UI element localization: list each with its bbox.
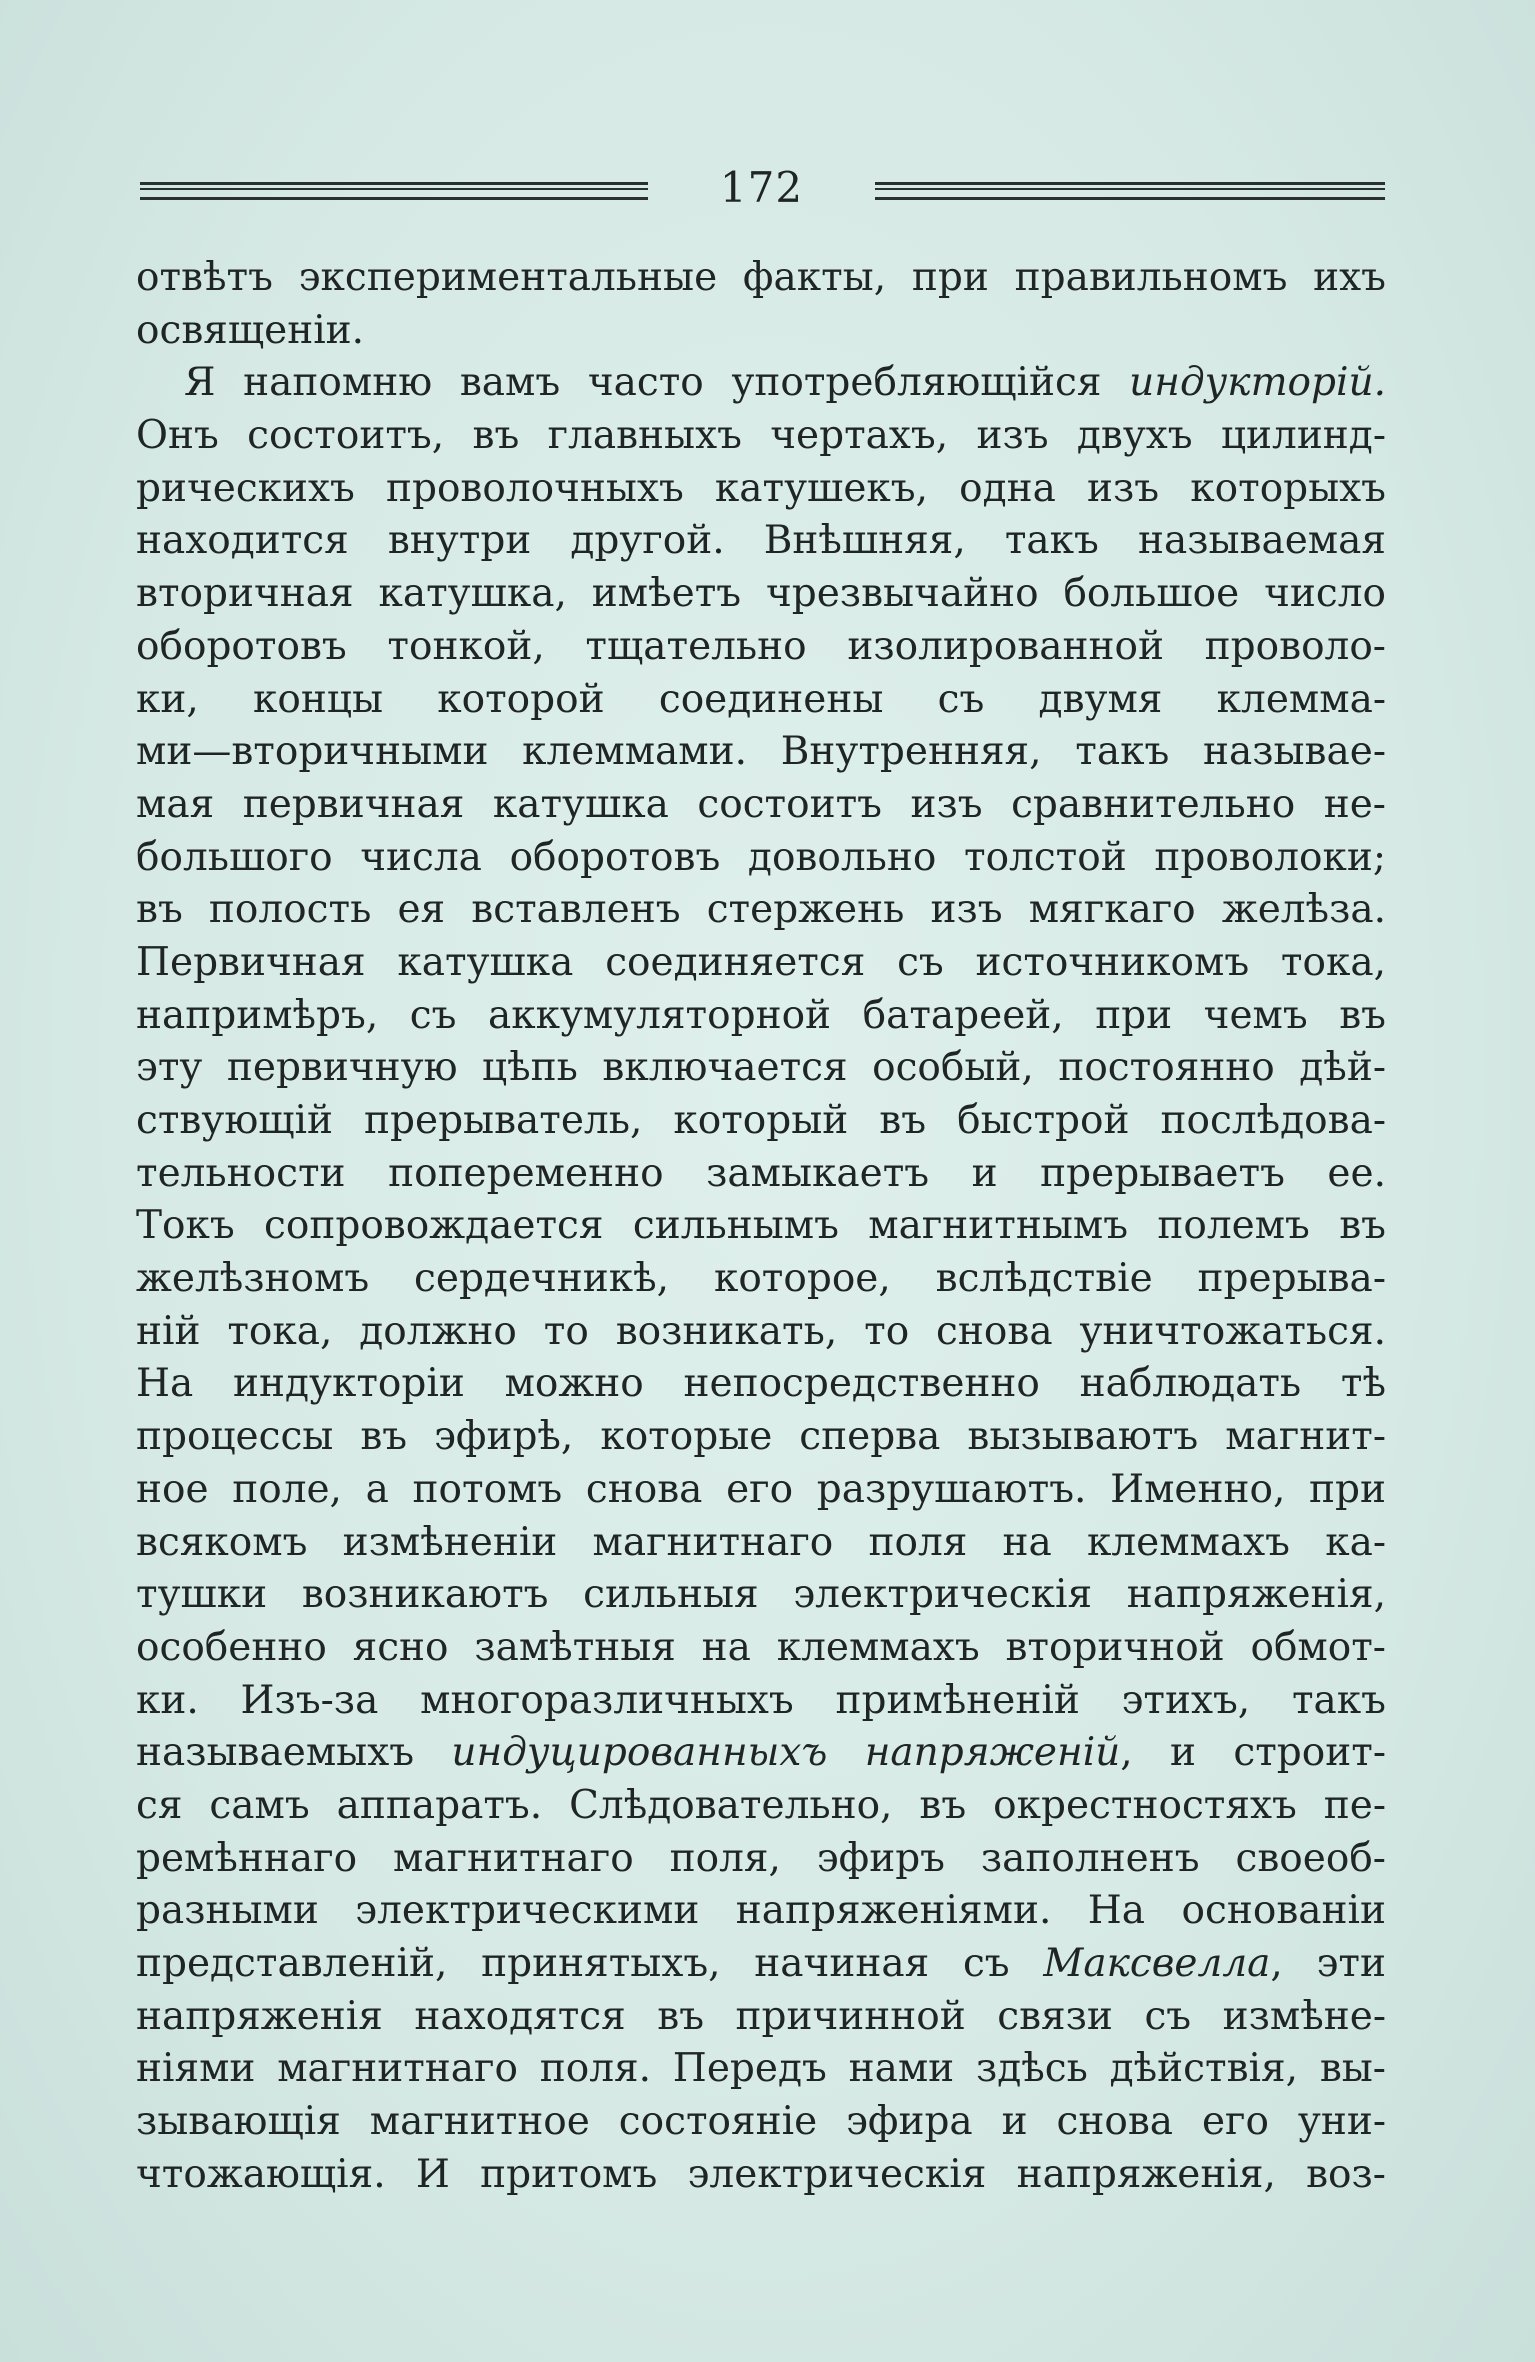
line-text: напримѣръ, съ аккумуляторной батареей, при чемъ въ xyxy=(136,992,1386,1038)
line-text: Токъ сопровождается сильнымъ магнитнымъ полемъ въ xyxy=(136,1203,1386,1249)
text-line xyxy=(136,937,1386,990)
text-line xyxy=(136,674,1386,727)
text-line xyxy=(136,1306,1386,1359)
line-text: тельности попеременно замыкаетъ и прерываетъ ее. xyxy=(136,1150,1386,1196)
text-line xyxy=(136,252,1386,305)
line-text: чтожающія. И притомъ электрическія напряженія, воз- xyxy=(136,2151,1386,2197)
text-line xyxy=(136,515,1386,568)
line-text: представленій, принятыхъ, начиная съ xyxy=(136,1941,1044,1986)
line-text: На индукторіи можно непосредственно наблюдать тѣ xyxy=(136,1361,1386,1407)
header-rule-left xyxy=(140,182,648,200)
line-text: отвѣтъ экспериментальные факты, при правильномъ ихъ xyxy=(136,255,1386,300)
line-text: зывающія магнитное состояніе эфира и снова его уни- xyxy=(136,2099,1386,2145)
page-number: 172 xyxy=(719,163,804,212)
text-line xyxy=(136,884,1386,937)
text-line xyxy=(136,1991,1386,2044)
line-text: процессы въ эфирѣ, которые сперва вызываютъ магнит- xyxy=(136,1414,1386,1460)
text-line xyxy=(136,305,1386,358)
line-text: напряженія находятся въ причинной связи съ измѣне- xyxy=(136,1993,1386,2039)
header-rule-right xyxy=(875,182,1385,200)
text-line xyxy=(136,1938,1386,1991)
text-line xyxy=(136,357,1386,410)
text-line xyxy=(136,1095,1386,1148)
text-line xyxy=(136,1780,1386,1833)
line-text: эту первичную цѣпь включается особый, постоянно дѣй- xyxy=(136,1045,1386,1091)
text-line xyxy=(136,621,1386,674)
line-text: , и строит- xyxy=(1120,1730,1386,1776)
text-line xyxy=(136,1622,1386,1675)
text-line xyxy=(136,1148,1386,1201)
line-text: рическихъ проволочныхъ катушекъ, одна изъ которыхъ xyxy=(136,465,1386,511)
text-line xyxy=(136,1200,1386,1253)
text-line xyxy=(136,1042,1386,1095)
line-text: ное поле, а потомъ снова его разрушаютъ. Именно, при xyxy=(136,1466,1386,1512)
line-text: , эти xyxy=(1270,1941,1386,1986)
line-text: въ полость ея вставленъ стержень изъ мягкаго желѣза. xyxy=(136,887,1386,933)
text-line xyxy=(136,1675,1386,1728)
page-header xyxy=(140,158,1385,218)
line-text: Я напомню вамъ часто употребляющійся xyxy=(184,360,1130,406)
line-text: называемыхъ xyxy=(136,1730,452,1776)
line-text: ствующій прерыватель, который въ быстрой послѣдова- xyxy=(136,1098,1386,1143)
line-text: ся самъ аппаратъ. Слѣдовательно, въ окрестностяхъ пе- xyxy=(136,1782,1386,1828)
line-text: ки, концы которой соединены съ двумя клемма- xyxy=(136,676,1386,722)
italic-term: индукторій. xyxy=(1129,360,1386,406)
line-text: мая первичная катушка состоитъ изъ сравнительно не- xyxy=(136,781,1386,827)
line-text: ки. Изъ-за многоразличныхъ примѣненій этихъ, такъ xyxy=(136,1677,1386,1723)
text-line xyxy=(136,1517,1386,1570)
line-text: ній тока, должно то возникать, то снова уничтожаться. xyxy=(136,1308,1386,1354)
line-text: находится внутри другой. Внѣшняя, такъ называемая xyxy=(136,518,1386,564)
text-line xyxy=(136,1833,1386,1886)
text-line xyxy=(136,2096,1386,2149)
line-text: оборотовъ тонкой, тщательно изолированной проволо- xyxy=(136,623,1386,669)
text-line xyxy=(136,1253,1386,1306)
body-text xyxy=(136,252,1386,2201)
text-line xyxy=(136,2149,1386,2202)
text-line xyxy=(136,1464,1386,1517)
line-text: большого числа оборотовъ довольно толстой проволоки; xyxy=(136,834,1386,880)
line-text: ніями магнитнаго поля. Передъ нами здѣсь дѣйствія, вы- xyxy=(136,2046,1386,2092)
text-line xyxy=(136,410,1386,463)
text-line xyxy=(136,1727,1386,1780)
text-line xyxy=(136,1411,1386,1464)
line-text: всякомъ измѣненіи магнитнаго поля на клеммахъ ка- xyxy=(136,1519,1386,1565)
text-line xyxy=(136,832,1386,885)
text-line xyxy=(136,990,1386,1043)
line-text: тушки возникаютъ сильныя электрическія напряженія, xyxy=(136,1572,1386,1618)
text-line xyxy=(136,726,1386,779)
line-text: освященіи. xyxy=(136,307,365,353)
text-line xyxy=(136,1569,1386,1622)
line-text: ремѣннаго магнитнаго поля, эфиръ заполненъ своеоб- xyxy=(136,1835,1386,1881)
text-line xyxy=(136,2043,1386,2096)
line-text: ми—вторичными клеммами. Внутренняя, такъ называе- xyxy=(136,729,1386,775)
italic-term: Максвелла xyxy=(1043,1941,1271,1986)
line-text: особенно ясно замѣтныя на клеммахъ вторичной обмот- xyxy=(136,1624,1386,1670)
text-line xyxy=(136,779,1386,832)
text-line xyxy=(136,568,1386,621)
line-text: желѣзномъ сердечникѣ, которое, вслѣдствіе прерыва- xyxy=(136,1256,1386,1302)
text-line xyxy=(136,1358,1386,1411)
text-line xyxy=(136,1885,1386,1938)
italic-term: индуцированныхъ напряженій xyxy=(451,1730,1121,1776)
line-text: Первичная катушка соединяется съ источникомъ тока, xyxy=(136,939,1386,985)
line-text: разными электрическими напряженіями. На основаніи xyxy=(136,1888,1386,1934)
text-line xyxy=(136,463,1386,516)
line-text: вторичная катушка, имѣетъ чрезвычайно большое число xyxy=(136,571,1386,617)
line-text: Онъ состоитъ, въ главныхъ чертахъ, изъ двухъ цилинд- xyxy=(136,413,1386,459)
